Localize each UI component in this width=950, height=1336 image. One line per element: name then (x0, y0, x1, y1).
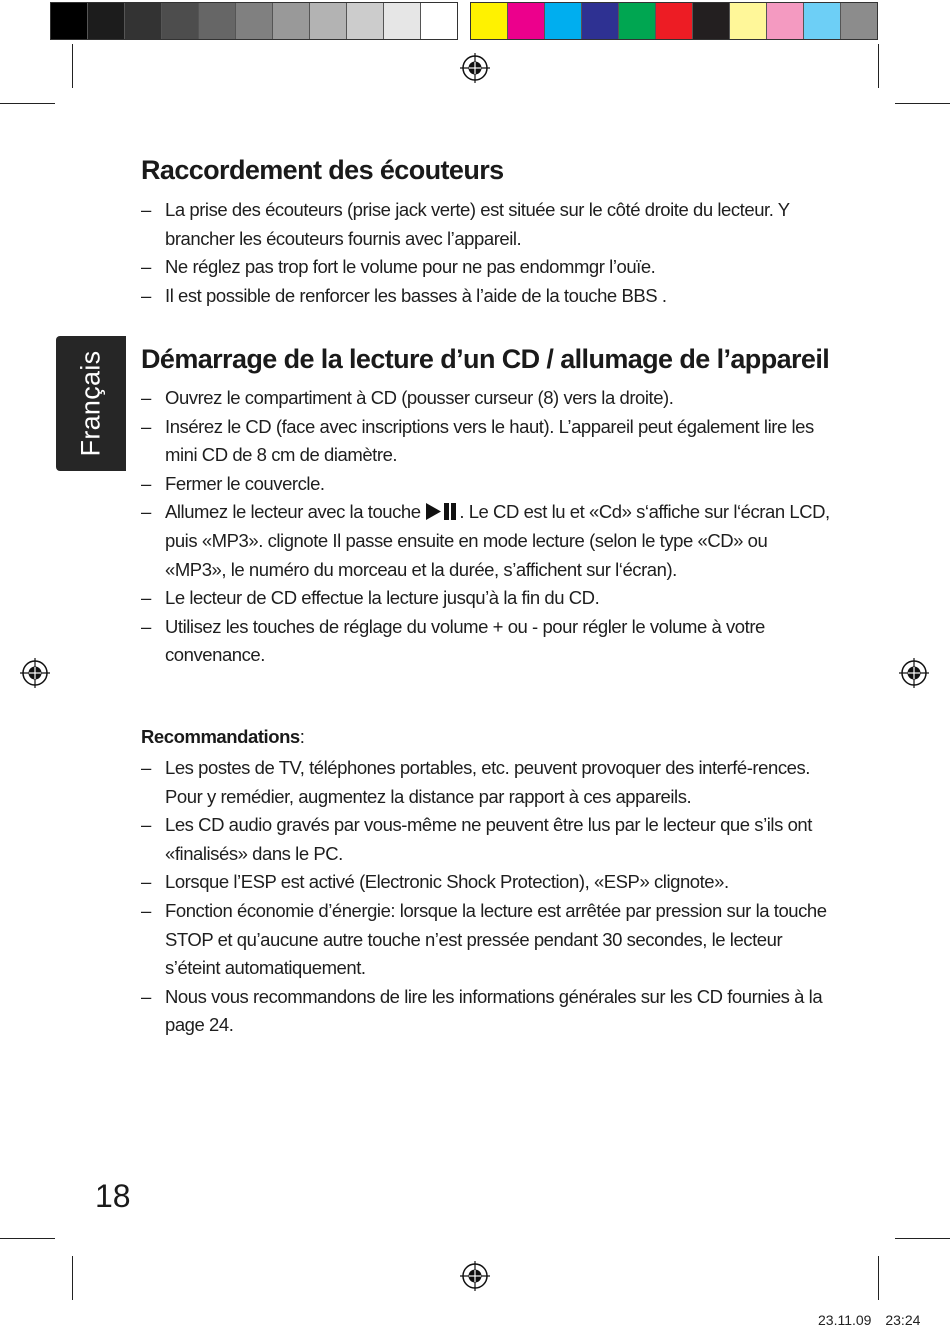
color-swatch (236, 3, 273, 39)
registration-mark-icon (460, 53, 490, 83)
color-swatch (656, 3, 693, 39)
recommendations-title: Recommandations (141, 726, 300, 747)
registration-mark-icon (20, 658, 50, 688)
color-swatch (804, 3, 841, 39)
headphones-list (141, 196, 831, 310)
color-swatch (508, 3, 545, 39)
color-swatch (767, 3, 804, 39)
crop-mark (72, 1256, 73, 1300)
list-item: – Insérez le CD (face avec inscriptions vers le haut). L’appareil peut également lire les mini CD de 8 cm de diamètre. (141, 413, 831, 470)
crop-mark (878, 1256, 879, 1300)
section-heading-headphones: Raccordement des écouteurs (141, 155, 504, 185)
language-tab-label: Français (75, 350, 106, 457)
list-item: – Fermer le couvercle. (141, 470, 831, 499)
color-swatch (199, 3, 236, 39)
color-swatch (51, 3, 88, 39)
print-date: 23.11.09 (818, 1312, 872, 1328)
crop-mark (0, 1238, 55, 1239)
list-item: – Le lecteur de CD effectue la lecture jusqu’à la fin du CD. (141, 584, 831, 613)
color-swatch (310, 3, 347, 39)
power-on-text-before: Allumez le lecteur avec la touche (165, 501, 421, 523)
color-swatch (347, 3, 384, 39)
color-swatch (545, 3, 582, 39)
color-swatch (841, 3, 877, 39)
color-swatch (730, 3, 767, 39)
cd-playback-list (141, 384, 831, 670)
crop-mark (895, 103, 950, 104)
color-swatch (471, 3, 508, 39)
print-info (818, 1312, 920, 1328)
list-item: – Lorsque l’ESP est activé (Electronic Shock Protection), «ESP» clignote». (141, 868, 831, 897)
list-item: – Ne réglez pas trop fort le volume pour ne pas endommgr l’ouïe. (141, 253, 831, 282)
gray-ramp (50, 2, 458, 40)
section-heading-cd-playback: Démarrage de la lecture d’un CD / allumage de l’appareil (141, 344, 830, 374)
list-item: – La prise des écouteurs (prise jack verte) est située sur le côté droite du lecteur. Y brancher les écouteurs fournis avec l’appareil. (141, 196, 831, 253)
list-item: – Fonction économie d’énergie: lorsque la lecture est arrêtée par pression sur la touche STOP et qu’aucune autre touche n’est pressée pendant 30 secondes, le lecteur s’éteint automatiquement. (141, 897, 831, 983)
list-item-power-on (141, 498, 831, 584)
color-calibration-bar (50, 2, 878, 40)
color-swatch (88, 3, 125, 39)
recommendations-colon: : (299, 726, 305, 747)
process-color-swatches (470, 2, 878, 40)
registration-mark-icon (460, 1261, 490, 1291)
page-number: 18 (95, 1178, 131, 1214)
list-item: – Les postes de TV, téléphones portables, etc. peuvent provoquer des interfé-rences. Pour y remédier, augmentez la distance par rapport à ces appareils. (141, 754, 831, 811)
registration-mark-icon (899, 658, 929, 688)
play-pause-icon (426, 503, 458, 520)
crop-mark (895, 1238, 950, 1239)
color-swatch (619, 3, 656, 39)
list-item: – Nous vous recommandons de lire les informations générales sur les CD fournies à la page 24. (141, 983, 831, 1040)
color-swatch (421, 3, 457, 39)
list-item: – Il est possible de renforcer les basses à l’aide de la touche BBS . (141, 282, 831, 311)
power-on-text-after: . Le CD est lu et «Cd» s‘affiche sur l‘écran LCD, puis «MP3». clignote Il passe ensuite en mode lecture (selon le type «CD» ou «MP3», le numéro du morceau et la durée, s’affichent sur l‘écran). (165, 501, 830, 580)
list-item: – Utilisez les touches de réglage du volume + ou - pour régler le volume à votre convenance. (141, 613, 831, 670)
crop-mark (878, 44, 879, 88)
color-swatch (162, 3, 199, 39)
color-swatch (125, 3, 162, 39)
crop-mark (0, 103, 55, 104)
print-time: 23:24 (885, 1312, 921, 1328)
recommendations-heading (141, 726, 304, 748)
list-item: – Les CD audio gravés par vous-même ne peuvent être lus par le lecteur que s’ils ont «finalisés» dans le PC. (141, 811, 831, 868)
crop-mark (72, 44, 73, 88)
color-swatch (693, 3, 730, 39)
color-swatch (384, 3, 421, 39)
list-item: – Ouvrez le compartiment à CD (pousser curseur (8) vers la droite). (141, 384, 831, 413)
recommendations-list (141, 754, 831, 1040)
language-tab (56, 336, 126, 471)
color-swatch (582, 3, 619, 39)
color-swatch (273, 3, 310, 39)
